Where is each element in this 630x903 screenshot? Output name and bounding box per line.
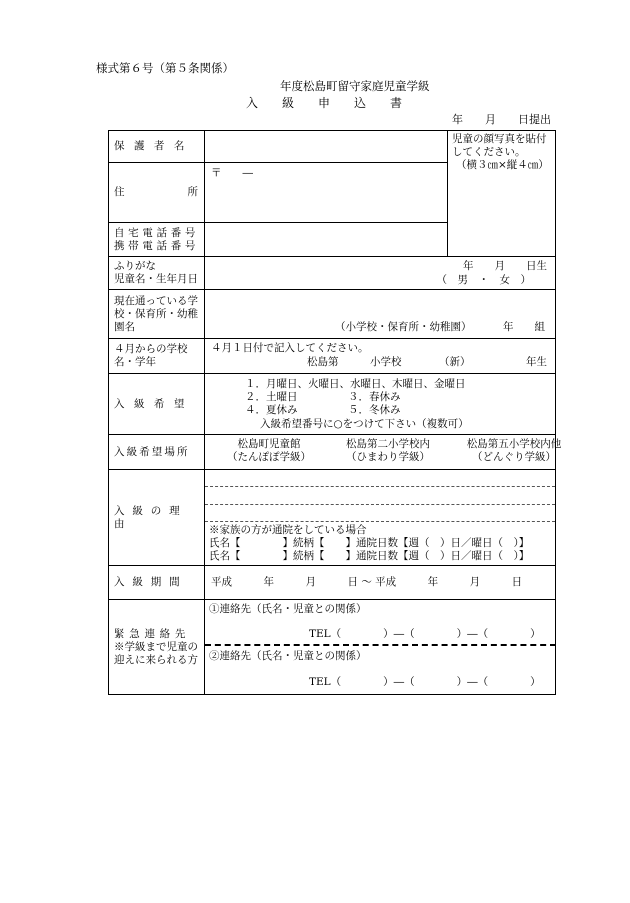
emergency-field[interactable] bbox=[205, 600, 556, 695]
current-grade: 年 組 bbox=[503, 321, 545, 333]
april-school-field[interactable] bbox=[205, 339, 556, 374]
reason-field[interactable] bbox=[205, 470, 556, 566]
reason-line-2[interactable] bbox=[205, 486, 555, 504]
child-label: ふりがな 児童名・生年月日 bbox=[109, 257, 205, 290]
april-note: ４月１日付で記入してください。 bbox=[211, 342, 369, 354]
emergency-label: 緊急連絡先 ※学級まで児童の 迎えに来られる方 bbox=[109, 600, 205, 695]
wish-option-4[interactable]: ４．夏休み bbox=[245, 404, 298, 416]
application-form bbox=[108, 130, 562, 695]
phone-label: 自宅電話番号 携帯電話番号 bbox=[109, 223, 205, 257]
address-field[interactable] bbox=[205, 163, 448, 223]
form-subtitle: 年度松島町留守家庭児童学級 bbox=[280, 79, 430, 93]
guardian-label: 保護者名 bbox=[109, 131, 205, 163]
april-school-label: ４月からの学校 名・学年 bbox=[109, 339, 205, 374]
april-school-name: 松島第 小学校 bbox=[307, 356, 402, 368]
period-field[interactable]: 平成 年 月 日 〜 平成 年 月 日 bbox=[205, 566, 556, 600]
place-label: 入級希望場所 bbox=[109, 435, 205, 470]
reason-label: 入級の理由 bbox=[109, 470, 205, 566]
contact-1-label: ①連絡先（氏名・児童との関係） bbox=[209, 603, 367, 615]
photo-text-2: してください。 bbox=[452, 146, 526, 158]
address-label: 住 所 bbox=[109, 163, 205, 223]
contact-2-tel[interactable]: TEL（ ）―（ ）―（ ） bbox=[309, 676, 541, 688]
april-new: （新） bbox=[439, 356, 471, 368]
period-label: 入級期間 bbox=[109, 566, 205, 600]
gender-choice[interactable]: （ 男 ・ 女 ） bbox=[436, 274, 531, 286]
april-grade: 年生 bbox=[526, 356, 547, 368]
place-option-2[interactable]: 松島第二小学校内 （ひまわり学級） bbox=[346, 438, 430, 463]
hospital-line-2[interactable]: 氏名【 】続柄【 】通院日数【週（ ）日／曜日（ ）】 bbox=[209, 550, 530, 562]
place-field[interactable] bbox=[205, 435, 562, 470]
current-school-label: 現在通っている学 校・保育所・幼稚 園名 bbox=[109, 290, 205, 339]
photo-box bbox=[448, 131, 556, 257]
photo-text-3: （横３㎝×縦４㎝） bbox=[456, 159, 549, 171]
place-option-3[interactable]: 松島第五小学校内他 （どんぐり学級） bbox=[466, 438, 562, 463]
postal-code: 〒 ― bbox=[211, 167, 253, 179]
contact-divider bbox=[205, 644, 556, 646]
photo-text-1: 児童の顔写真を貼付 bbox=[452, 133, 547, 145]
wish-field[interactable] bbox=[205, 374, 556, 435]
wish-note: 入級希望番号に○をつけて下さい（複数可） bbox=[260, 418, 469, 430]
reason-line-1[interactable] bbox=[205, 470, 555, 486]
wish-label: 入級希望 bbox=[109, 374, 205, 435]
wish-option-5[interactable]: ５．冬休み bbox=[348, 404, 401, 416]
submission-date: 年 月 日提出 bbox=[452, 113, 551, 126]
school-type-choice[interactable]: （小学校・保育所・幼稚園） bbox=[335, 321, 472, 333]
form-title: 入 級 申 込 書 bbox=[246, 96, 403, 110]
current-school-field[interactable] bbox=[205, 290, 556, 339]
reason-note: ※家族の方が通院をしている場合 bbox=[209, 524, 367, 536]
reason-line-3[interactable] bbox=[205, 504, 555, 521]
birth-date: 年 月 日生 bbox=[463, 260, 547, 272]
child-field[interactable] bbox=[205, 257, 556, 290]
place-option-1[interactable]: 松島町児童館 （たんぽぽ学級） bbox=[227, 438, 311, 463]
wish-option-3[interactable]: ３．春休み bbox=[348, 391, 401, 403]
hospital-line-1[interactable]: 氏名【 】続柄【 】通院日数【週（ ）日／曜日（ ）】 bbox=[209, 537, 530, 549]
contact-2-label: ②連絡先（氏名・児童との関係） bbox=[209, 650, 367, 662]
form-number: 様式第６号（第５条関係） bbox=[96, 61, 234, 75]
guardian-field[interactable] bbox=[205, 131, 448, 163]
wish-option-2[interactable]: ２．土曜日 bbox=[245, 391, 298, 403]
phone-field[interactable] bbox=[205, 223, 448, 257]
wish-option-1[interactable]: １．月曜日、火曜日、水曜日、木曜日、金曜日 bbox=[245, 378, 466, 390]
contact-1-tel[interactable]: TEL（ ）―（ ）―（ ） bbox=[309, 628, 541, 640]
